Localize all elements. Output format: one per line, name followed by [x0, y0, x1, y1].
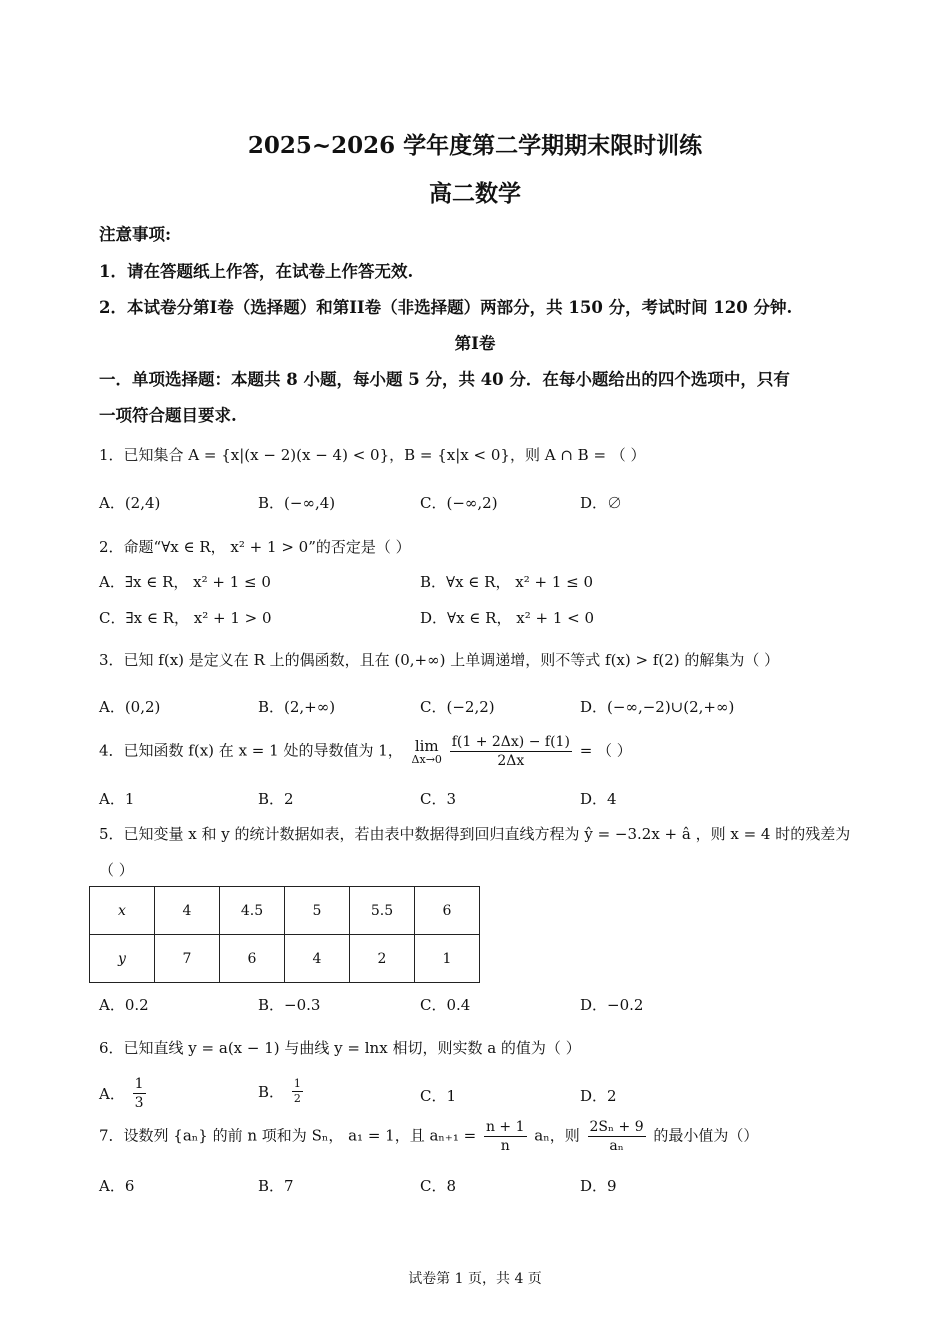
question-2-stem: 2．命题“∀x ∈ R， x² + 1 > 0”的否定是（ ）: [99, 538, 411, 556]
q7-option-b: B．7: [258, 1177, 294, 1195]
page-footer: 试卷第 1 页，共 4 页: [408, 1271, 542, 1287]
q3-option-d: D．(−∞,−2)∪(2,+∞): [580, 698, 735, 716]
q5-option-c: C．0.4: [420, 996, 471, 1014]
q3-option-b: B．(2,+∞): [258, 698, 336, 716]
q1-option-a: A．(2,4): [99, 494, 161, 512]
question-7-stem: 7．设数列 {aₙ} 的前 n 项和为 Sₙ， a₁ = 1，且 aₙ₊₁ = $\frac{n + 1}{n}$ aₙ，则 $\frac{\text{2Sₙ + 9}}{\text{aₙ}}$ 的最小值为（）: [99, 1119, 759, 1154]
table-cell: 6: [415, 887, 480, 935]
table-row: [90, 887, 480, 935]
table-cell: 5: [285, 887, 350, 935]
table-row: [90, 935, 480, 983]
q3-option-c: C．(−2,2): [420, 698, 495, 716]
notice-item-2: 2．本试卷分第I卷（选择题）和第II卷（非选择题）两部分，共 150 分，考试时间 120 分钟.: [99, 298, 793, 317]
q2-option-d: D．∀x ∈ R， x² + 1 < 0: [420, 609, 595, 627]
q7-option-d: D．9: [580, 1177, 617, 1195]
q7-option-a: A．6: [99, 1177, 135, 1195]
table-cell: x: [90, 887, 155, 935]
question-5-stem-line2: （ ）: [99, 861, 134, 879]
table-cell: 6: [220, 935, 285, 983]
q7-option-c: C．8: [420, 1177, 457, 1195]
q1-option-b: B．(−∞,4): [258, 494, 336, 512]
q2-option-c: C．∃x ∈ R， x² + 1 > 0: [99, 609, 272, 627]
table-cell: 7: [155, 935, 220, 983]
table-cell: 4.5: [220, 887, 285, 935]
part-heading: 第I卷: [454, 334, 496, 353]
q7-fraction-2: $\frac{\text{2Sₙ + 9}}{\text{aₙ}}$: [589, 1119, 644, 1154]
q4-stem-suffix: = （ ）: [579, 741, 632, 760]
q2-option-b: B．∀x ∈ R， x² + 1 ≤ 0: [420, 573, 594, 591]
q5-data-table: [89, 886, 480, 983]
table-cell: 5.5: [350, 887, 415, 935]
question-4-stem: [99, 733, 632, 770]
q4-option-a: A．1: [99, 790, 135, 808]
q6-option-d: D．2: [580, 1087, 617, 1105]
q1-option-c: C．(−∞,2): [420, 494, 498, 512]
q4-fraction-den: 2Δx: [497, 753, 525, 769]
exam-title: 2025~2026 学年度第二学期期末限时训练: [247, 132, 703, 159]
notice-heading: 注意事项:: [99, 225, 172, 244]
table-cell: 4: [285, 935, 350, 983]
q4-option-d: D．4: [580, 790, 617, 808]
table-cell: 4: [155, 887, 220, 935]
q6-option-a: A． $\frac{1}{3}$: [99, 1076, 144, 1111]
section-instructions-line2: 一项符合题目要求.: [99, 406, 237, 425]
q4-stem-prefix: 4．已知函数 f(x) 在 x = 1 处的导数值为 1，: [99, 741, 403, 760]
table-cell: 2: [350, 935, 415, 983]
q4-limit: [412, 738, 442, 766]
q4-fraction-num: f(1 + 2Δx) − f(1): [451, 734, 570, 750]
table-cell: 1: [415, 935, 480, 983]
q4-option-b: B．2: [258, 790, 294, 808]
q1-option-d: D．∅: [580, 494, 623, 512]
q5-option-b: B．−0.3: [258, 996, 321, 1014]
question-3-stem: 3．已知 f(x) 是定义在 R 上的偶函数，且在 (0,+∞) 上单调递增，则不等式 f(x) > f(2) 的解集为（ ）: [99, 651, 780, 669]
question-6-stem: 6．已知直线 y = a(x − 1) 与曲线 y = lnx 相切，则实数 a 的值为（ ）: [99, 1039, 581, 1057]
q2-option-a: A．∃x ∈ R， x² + 1 ≤ 0: [99, 573, 271, 591]
question-1-stem: 1．已知集合 A = {x|(x − 2)(x − 4) < 0}，B = {x|x < 0}，则 A ∩ B = （ ）: [99, 446, 646, 464]
table-cell: y: [90, 935, 155, 983]
notice-item-1: 1．请在答题纸上作答，在试卷上作答无效.: [99, 262, 414, 281]
q3-option-a: A．(0,2): [99, 698, 161, 716]
q4-option-c: C．3: [420, 790, 457, 808]
question-5-stem-line1: 5．已知变量 x 和 y 的统计数据如表，若由表中数据得到回归直线方程为 ŷ = −3.2x + â ，则 x = 4 时的残差为: [99, 825, 851, 843]
q6-option-b: B． $\frac{1}{2}$: [258, 1077, 301, 1105]
subject-title: 高二数学: [429, 180, 521, 207]
q7-fraction-1: $\frac{n + 1}{n}$: [485, 1119, 525, 1154]
q4-limit-word: lim: [414, 736, 439, 755]
q5-option-d: D．−0.2: [580, 996, 644, 1014]
section-instructions-line1: 一．单项选择题：本题共 8 小题，每小题 5 分，共 40 分．在每小题给出的四个选项中，只有: [99, 370, 790, 389]
q4-limit-sub: Δx→0: [411, 752, 442, 766]
q4-fraction: [450, 733, 572, 770]
q6-option-a-fraction: $\frac{1}{3}$: [134, 1076, 144, 1111]
q6-option-c: C．1: [420, 1087, 457, 1105]
q5-option-a: A．0.2: [99, 996, 149, 1014]
q6-option-b-fraction: $\frac{1}{2}$: [293, 1077, 301, 1105]
